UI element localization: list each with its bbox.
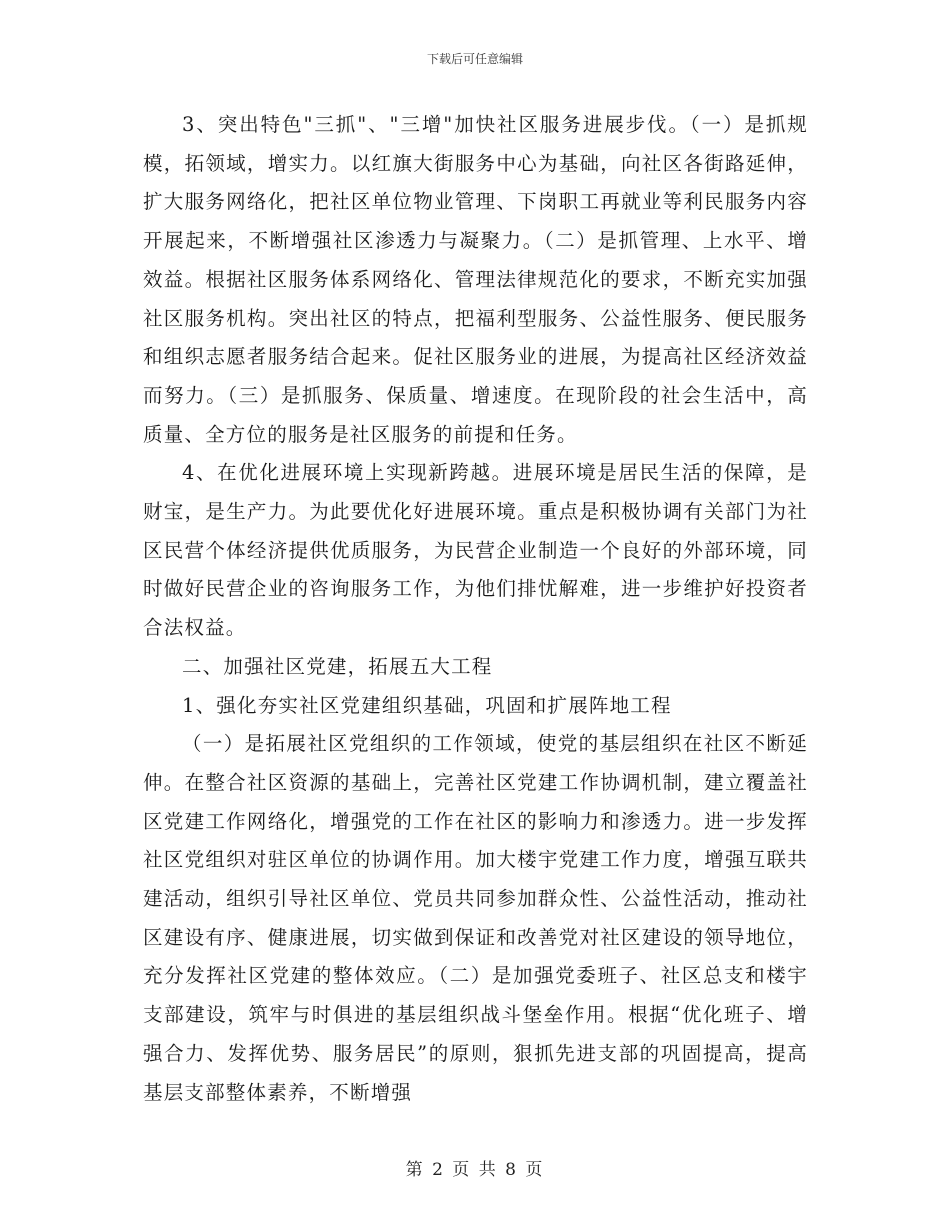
page-header: 下载后可任意编辑 [426,52,523,66]
paragraph-services: 3、突出特色"三抓"、"三增"加快社区服务进展步伐。（一）是抓规模，拓领域，增实力。以红旗大街服务中心为基础，向社区各街路延伸，扩大服务网络化，把社区单位物业管理、下岗职工再就业等利民服务内容开展起来，不断增强社区渗透力与凝聚力。（二）是抓管理、上水平、增效益。根据社区服务体系网络化、管理法律规范化的要求，不断充实加强社区服务机构。突出社区的特点，把福利型服务、公益性服务、便民服务和组织志愿者服务结合起来。促社区服务业的进展，为提高社区经济效益而努力。（三）是抓服务、保质量、增速度。在现阶段的社会生活中，高质量、全方位的服务是社区服务的前提和任务。 [143,113,808,446]
subsection-heading-foundation: 1、强化夯实社区党建组织基础，巩固和扩展阵地工程 [182,693,672,717]
document-body [143,106,808,1112]
page-footer: 第 2 页 共 8 页 [405,1160,545,1180]
paragraph-environment: 4、在优化进展环境上实现新跨越。进展环境是居民生活的保障，是财宝，是生产力。为此要优化好进展环境。重点是积极协调有关部门为社区民营个体经济提供优质服务，为民营企业制造一个良好的外部环境，同时做好民营企业的咨询服务工作，为他们排忧解难，进一步维护好投资者合法权益。 [143,461,808,640]
paragraph-party-organization: （一）是拓展社区党组织的工作领域，使党的基层组织在社区不断延伸。在整合社区资源的基础上，完善社区党建工作协调机制，建立覆盖社区党建工作网络化，增强党的工作在社区的影响力和渗透力。进一步发挥社区党组织对驻区单位的协调作用。加大楼宇党建工作力度，增强互联共建活动，组织引导社区单位、党员共同参加群众性、公益性活动，推动社区建设有序、健康进展，切实做到保证和改善党对社区建设的领导地位，充分发挥社区党建的整体效应。（二）是加强党委班子、社区总支和楼宇支部建设，筑牢与时俱进的基层组织战斗堡垒作用。根据“优化班子、增强合力、发挥优势、服务居民”的原则，狠抓先进支部的巩固提高，提高基层支部整体素养，不断增强 [143,732,808,1104]
section-heading-party-building: 二、加强社区党建，拓展五大工程 [182,654,493,678]
